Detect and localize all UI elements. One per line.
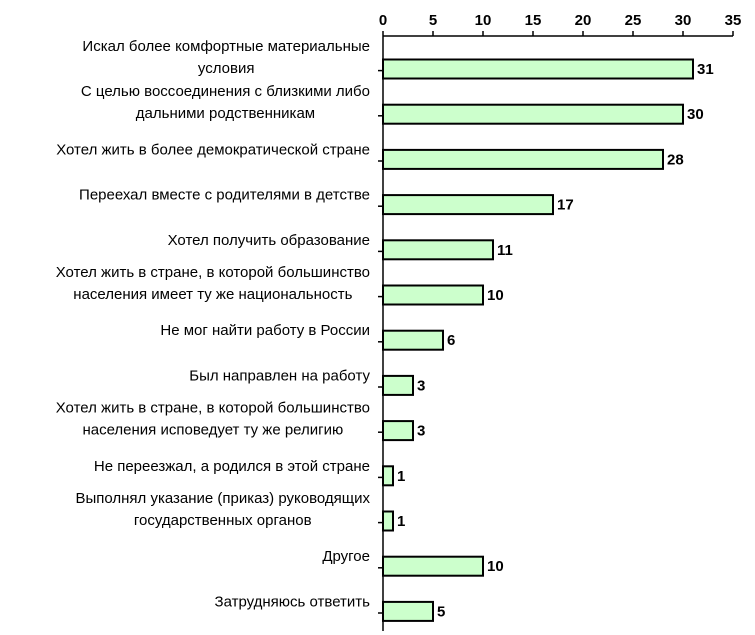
category-label bbox=[215, 593, 371, 610]
category-label-line: условия bbox=[197, 60, 255, 77]
category-label-line: Искал более комфортные материальные bbox=[82, 38, 370, 55]
x-tick-label: 35 bbox=[724, 12, 742, 29]
category-label bbox=[81, 83, 370, 122]
bar bbox=[383, 60, 693, 79]
x-tick-label: 0 bbox=[378, 12, 388, 29]
bar bbox=[383, 105, 683, 124]
value-label: 1 bbox=[397, 513, 406, 530]
category-label-line: населения исповедует ту же религию bbox=[82, 421, 344, 439]
value-label: 31 bbox=[697, 61, 714, 78]
category-label-line: Не переезжал, а родился в этой стране bbox=[93, 457, 370, 475]
category-label-line: Хотел жить в стране, в которой большинство bbox=[55, 399, 370, 417]
x-tick-label: 5 bbox=[428, 12, 438, 29]
bars bbox=[383, 60, 693, 621]
bar bbox=[383, 331, 443, 350]
value-label: 17 bbox=[557, 196, 574, 214]
category-label bbox=[94, 458, 370, 475]
value-label: 10 bbox=[487, 558, 504, 576]
bar bbox=[383, 557, 483, 576]
value-label: 5 bbox=[437, 603, 446, 621]
value-label: 3 bbox=[417, 377, 426, 395]
category-label-line: С целью воссоединения с близкими либо bbox=[80, 83, 370, 101]
value-label: 30 bbox=[687, 106, 704, 124]
category-label bbox=[160, 322, 370, 339]
category-label-line: населения имеет ту же национальность bbox=[73, 286, 353, 303]
category-label-line: Переехал вместе с родителями в детстве bbox=[79, 186, 370, 204]
category-label-line: Затрудняюсь ответить bbox=[214, 593, 370, 611]
bar bbox=[383, 150, 663, 169]
category-label-line: Хотел жить в более демократической стране bbox=[56, 141, 370, 159]
bar bbox=[383, 466, 393, 485]
bar bbox=[383, 240, 493, 259]
category-label-line: Был направлен на работу bbox=[189, 367, 370, 385]
category-label-line: Другое bbox=[322, 548, 370, 566]
category-label bbox=[56, 400, 370, 439]
value-label: 3 bbox=[417, 422, 426, 440]
category-label bbox=[56, 141, 370, 158]
bar bbox=[383, 376, 413, 395]
x-tick-label: 15 bbox=[524, 12, 542, 29]
x-tick-label: 25 bbox=[624, 12, 642, 29]
category-labels bbox=[56, 38, 371, 610]
value-label: 1 bbox=[397, 467, 406, 485]
value-label: 6 bbox=[447, 332, 456, 350]
value-labels bbox=[397, 61, 714, 620]
category-label-line: Выполнял указание (приказ) руководящих bbox=[75, 490, 370, 507]
category-label-line: Хотел получить образование bbox=[167, 231, 370, 249]
bar bbox=[383, 602, 433, 621]
category-label bbox=[56, 264, 370, 303]
x-tick-label: 30 bbox=[674, 12, 692, 29]
category-label bbox=[82, 38, 370, 77]
category-label bbox=[322, 548, 370, 565]
value-label: 11 bbox=[497, 241, 513, 259]
category-label-line: дальними родственникам bbox=[135, 105, 316, 123]
x-tick-label: 10 bbox=[474, 12, 492, 29]
value-label: 28 bbox=[667, 151, 684, 169]
category-label bbox=[189, 367, 370, 384]
bar bbox=[383, 195, 553, 214]
x-tick-label: 20 bbox=[574, 12, 592, 29]
x-axis bbox=[379, 12, 742, 36]
value-label: 10 bbox=[487, 287, 504, 304]
category-label bbox=[75, 490, 370, 529]
bar bbox=[383, 512, 393, 531]
category-label-line: Не мог найти работу в России bbox=[160, 322, 370, 340]
bar bbox=[383, 421, 413, 440]
category-label bbox=[79, 187, 370, 204]
category-label bbox=[168, 232, 370, 249]
category-label-line: Хотел жить в стране, в которой большинство bbox=[55, 264, 370, 281]
category-label-line: государственных органов bbox=[133, 512, 312, 529]
bar bbox=[383, 286, 483, 305]
